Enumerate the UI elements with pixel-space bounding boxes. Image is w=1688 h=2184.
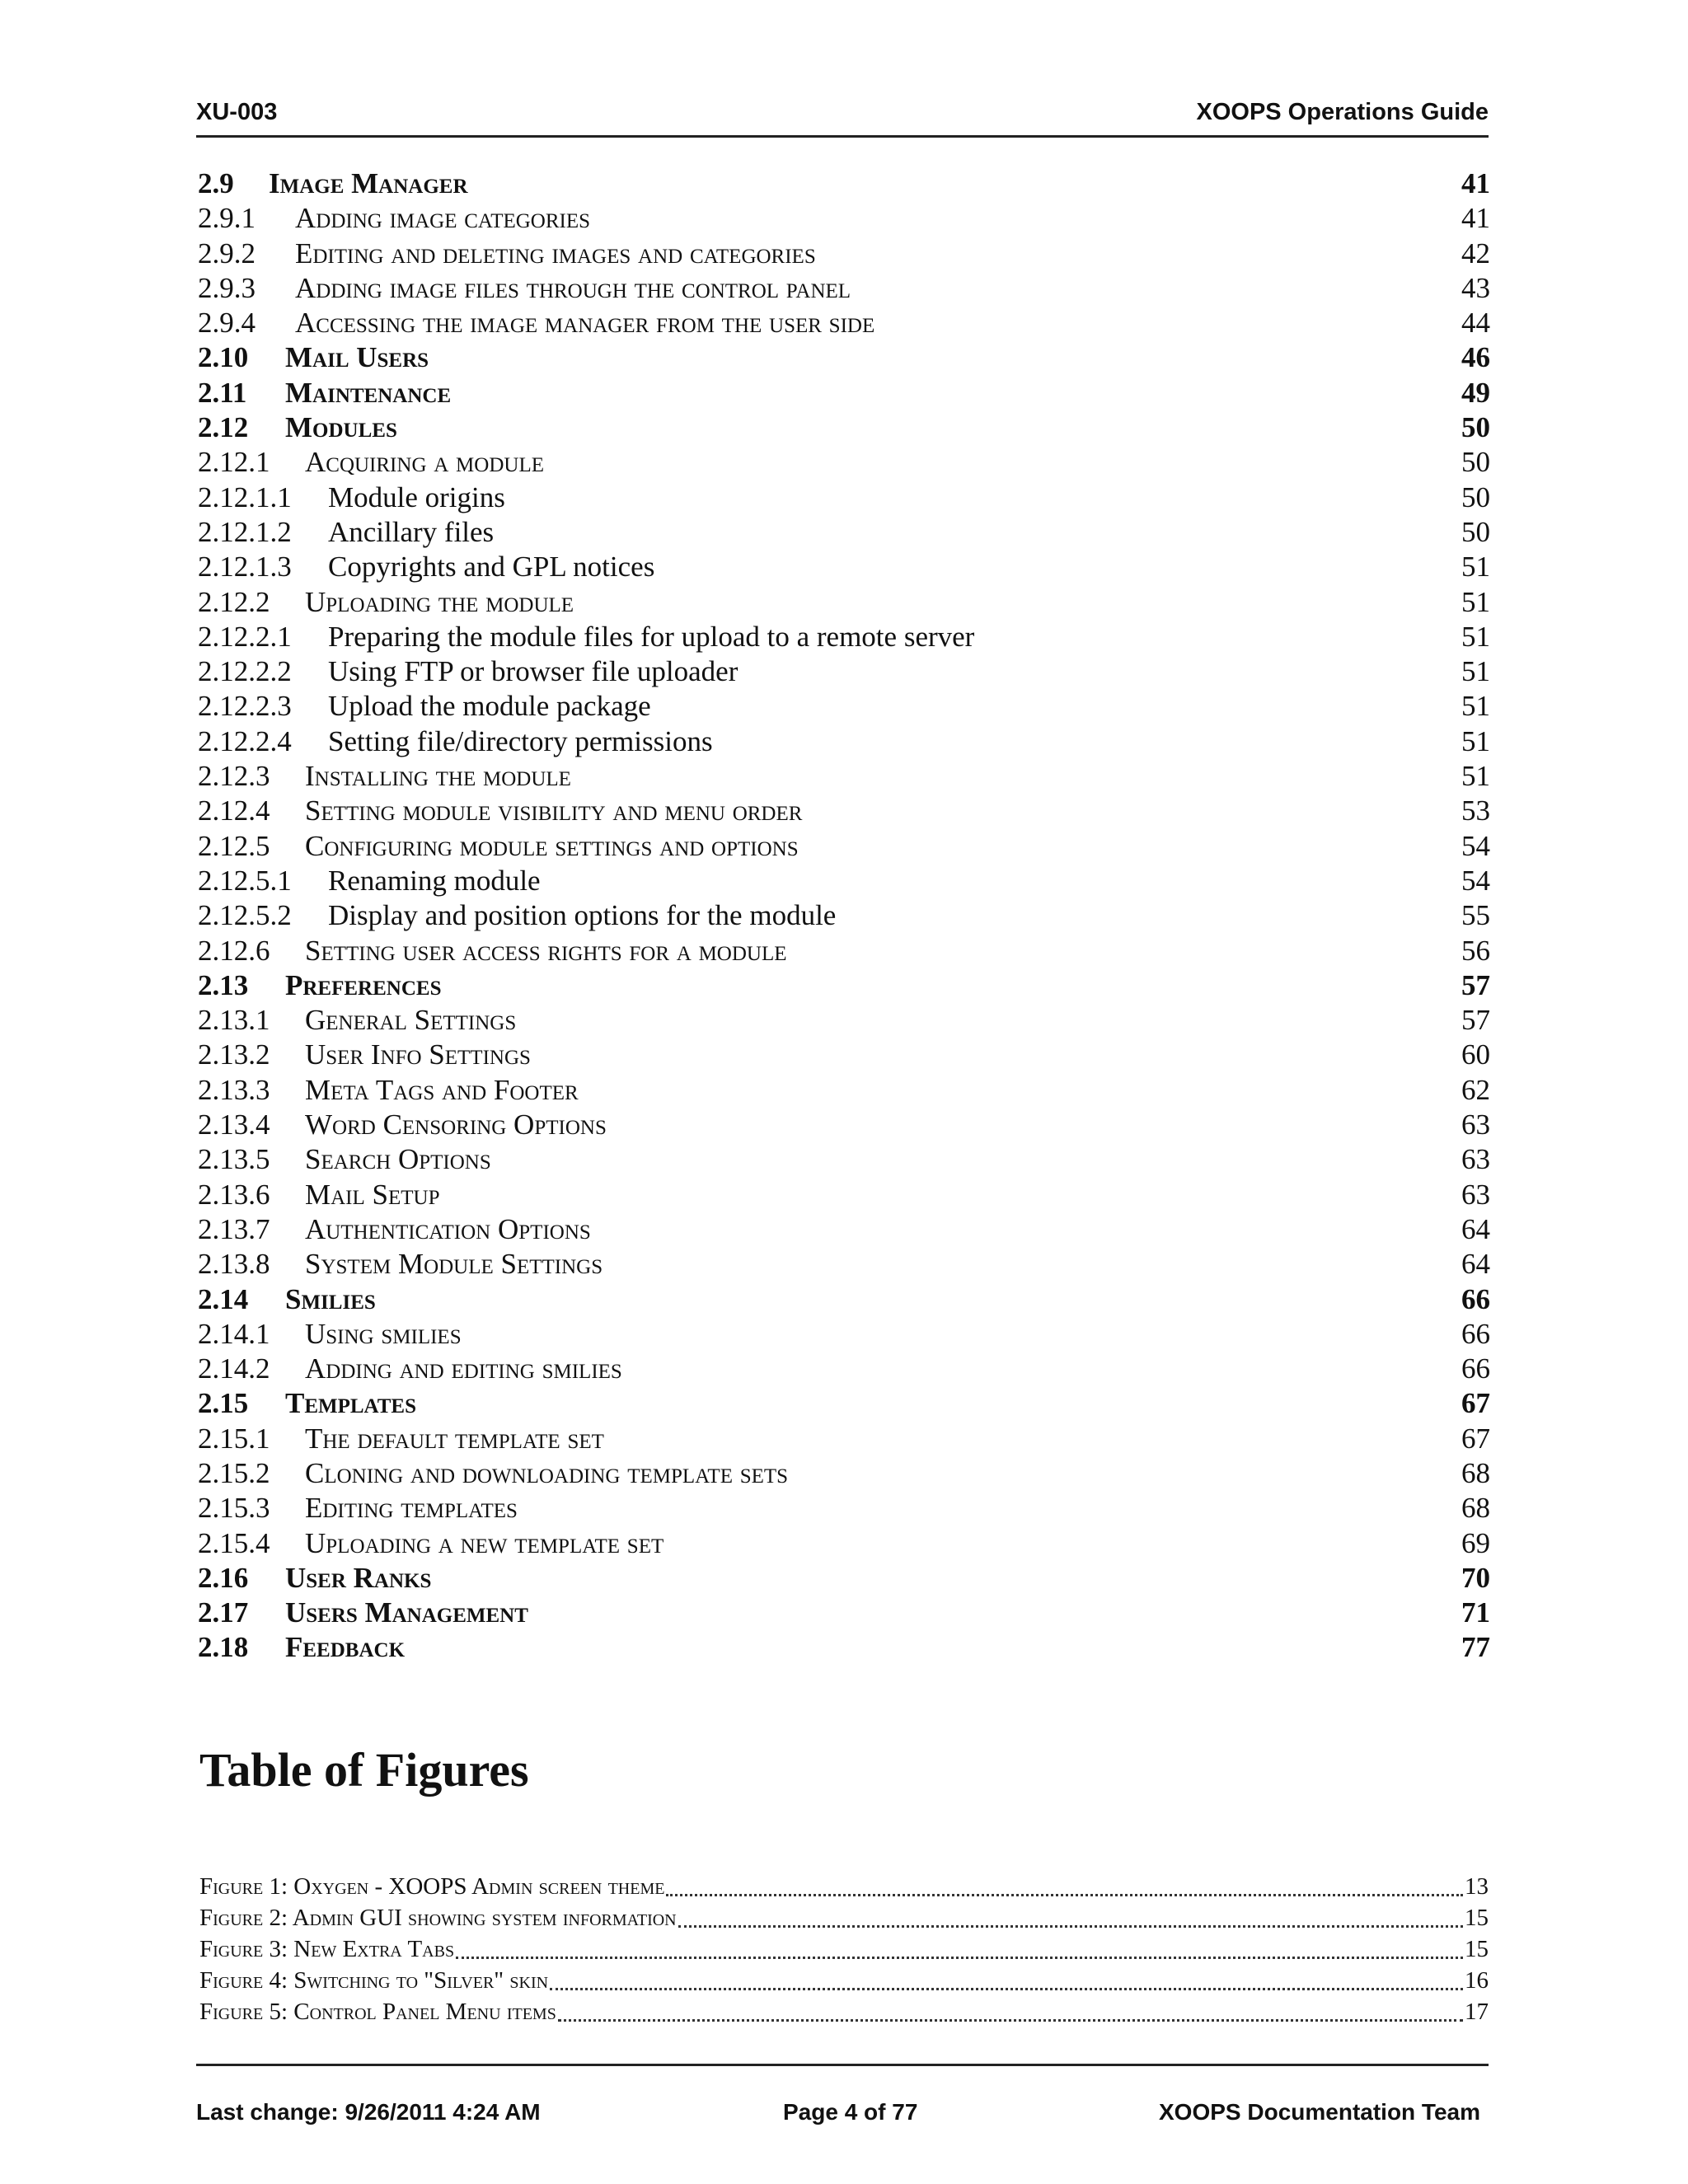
toc-entry-title: Ancillary files (328, 515, 495, 548)
toc-entry-number: 2.13.2 (198, 1038, 270, 1071)
toc-entry-page: 54 (1461, 864, 1490, 897)
toc-entry-page: 41 (1461, 167, 1490, 199)
toc-entry-title: Preparing the module files for upload to a remote server (328, 620, 975, 653)
figure-entry[interactable] (199, 1902, 1489, 1933)
toc-entry-page: 68 (1461, 1492, 1490, 1525)
toc-entry-page: 54 (1461, 829, 1490, 862)
toc-entry-page: 63 (1461, 1108, 1490, 1141)
toc-entry[interactable] (198, 1630, 1490, 1665)
toc-entry-title: Editing and deleting images and categories (295, 237, 816, 269)
toc-entry-number: 2.15.1 (198, 1422, 270, 1455)
toc-entry-title: User Ranks (285, 1561, 432, 1594)
toc-entry-title: Authentication Options (305, 1212, 591, 1245)
toc-entry[interactable] (198, 968, 1490, 1003)
toc-entry[interactable] (198, 201, 1490, 236)
toc-entry[interactable] (198, 1108, 1490, 1142)
toc-entry[interactable] (198, 620, 1490, 654)
toc-entry-title: Feedback (285, 1631, 406, 1664)
table-of-contents (198, 166, 1490, 1666)
page-footer (196, 2064, 1489, 2125)
toc-entry-number: 2.12.3 (198, 760, 270, 793)
toc-entry-page: 66 (1461, 1317, 1490, 1350)
figure-entry-title: Figure 5: Control Panel Menu items (199, 1999, 556, 2025)
toc-entry-title: Templates (285, 1387, 417, 1420)
toc-entry[interactable] (198, 1561, 1490, 1596)
table-of-figures (199, 1871, 1489, 2027)
toc-entry-number: 2.9.1 (198, 202, 256, 235)
toc-entry-title: Cloning and downloading template sets (305, 1456, 789, 1489)
figure-entry-title: Figure 2: Admin GUI showing system information (199, 1905, 677, 1931)
toc-entry-title: Preferences (285, 968, 442, 1001)
toc-entry-number: 2.11 (198, 376, 247, 409)
toc-entry-page: 64 (1461, 1212, 1490, 1245)
toc-entry-title: Mail Setup (305, 1178, 440, 1211)
toc-entry-title: Uploading the module (305, 585, 574, 618)
toc-entry[interactable] (198, 1317, 1490, 1352)
toc-entry-title: Maintenance (285, 376, 452, 409)
toc-entry[interactable] (198, 1282, 1490, 1317)
dot-leader (456, 1933, 1463, 1959)
toc-entry-number: 2.13 (198, 968, 249, 1001)
toc-entry-number: 2.12.4 (198, 794, 270, 827)
toc-entry-page: 63 (1461, 1178, 1490, 1211)
toc-entry-title: Setting user access rights for a module (305, 934, 787, 967)
toc-entry-page: 69 (1461, 1526, 1490, 1559)
last-change: Last change: 9/26/2011 4:24 AM (196, 2099, 541, 2125)
toc-entry[interactable] (198, 1003, 1490, 1038)
figure-entry-title: Figure 1: Oxygen - XOOPS Admin screen theme (199, 1873, 665, 1900)
page-number: Page 4 of 77 (783, 2099, 918, 2125)
toc-entry-page: 44 (1461, 307, 1490, 340)
toc-entry-page: 50 (1461, 480, 1490, 513)
toc-entry[interactable] (198, 1038, 1490, 1072)
toc-entry-title: Users Management (285, 1596, 528, 1629)
toc-entry-page: 70 (1461, 1561, 1490, 1594)
toc-entry-page: 51 (1461, 551, 1490, 583)
toc-entry-number: 2.18 (198, 1631, 249, 1664)
toc-entry-number: 2.12.2 (198, 585, 270, 618)
toc-entry-number: 2.12.1 (198, 446, 270, 479)
toc-entry-page: 53 (1461, 794, 1490, 827)
toc-entry-page: 50 (1461, 515, 1490, 548)
toc-entry-page: 51 (1461, 690, 1490, 723)
toc-entry-page: 50 (1461, 411, 1490, 444)
toc-entry[interactable] (198, 550, 1490, 584)
figure-entry-page: 13 (1465, 1873, 1489, 1900)
toc-entry-number: 2.15 (198, 1387, 249, 1420)
toc-entry-number: 2.13.8 (198, 1248, 270, 1281)
dot-leader (666, 1871, 1463, 1896)
toc-entry-page: 51 (1461, 760, 1490, 793)
toc-entry-page: 42 (1461, 237, 1490, 269)
toc-entry[interactable] (198, 1491, 1490, 1526)
toc-entry-number: 2.17 (198, 1596, 249, 1629)
toc-entry-number: 2.12.6 (198, 934, 270, 967)
toc-entry-number: 2.9.2 (198, 237, 256, 269)
toc-entry-title: Renaming module (328, 864, 541, 897)
toc-entry-title: User Info Settings (305, 1038, 531, 1071)
toc-entry-page: 68 (1461, 1456, 1490, 1489)
toc-entry-title: Setting module visibility and menu order (305, 794, 803, 827)
toc-entry[interactable] (198, 1247, 1490, 1282)
toc-entry[interactable] (198, 1526, 1490, 1561)
toc-entry[interactable] (198, 1073, 1490, 1108)
figure-entry[interactable] (199, 1965, 1489, 1996)
toc-entry-number: 2.9 (198, 167, 234, 199)
figure-entry-page: 16 (1465, 1967, 1489, 1994)
toc-entry-page: 63 (1461, 1143, 1490, 1176)
toc-entry-page: 60 (1461, 1038, 1490, 1071)
toc-entry-number: 2.15.2 (198, 1456, 270, 1489)
toc-entry[interactable] (198, 410, 1490, 445)
toc-entry-title: Adding image categories (295, 202, 591, 235)
toc-entry-title: Using FTP or browser file uploader (328, 655, 738, 688)
toc-entry[interactable] (198, 445, 1490, 480)
page-header (196, 92, 1489, 138)
toc-entry-number: 2.9.4 (198, 307, 256, 340)
toc-entry-title: Setting file/directory permissions (328, 724, 713, 757)
toc-entry-title: Copyrights and GPL notices (328, 551, 655, 583)
toc-entry[interactable] (198, 1596, 1490, 1630)
toc-entry[interactable] (198, 1422, 1490, 1456)
toc-entry-number: 2.12.5 (198, 829, 270, 862)
toc-entry-title: Search Options (305, 1143, 491, 1176)
toc-entry-number: 2.10 (198, 341, 249, 374)
toc-entry-page: 50 (1461, 446, 1490, 479)
toc-entry[interactable] (198, 864, 1490, 898)
toc-entry-page: 57 (1461, 1004, 1490, 1037)
figure-entry-page: 17 (1465, 1999, 1489, 2025)
figure-entry[interactable] (199, 1996, 1489, 2027)
toc-entry-number: 2.12.1.3 (198, 551, 292, 583)
toc-entry-number: 2.13.1 (198, 1004, 270, 1037)
toc-entry[interactable] (198, 934, 1490, 968)
toc-entry-number: 2.12.1.2 (198, 515, 292, 548)
figure-entry-title: Figure 3: New Extra Tabs (199, 1936, 455, 1962)
toc-entry[interactable] (198, 654, 1490, 689)
toc-entry-page: 66 (1461, 1282, 1490, 1315)
toc-entry[interactable] (198, 306, 1490, 340)
toc-entry-title: Acquiring a module (305, 446, 544, 479)
toc-entry-page: 71 (1461, 1596, 1490, 1629)
toc-entry-title: Mail Users (285, 341, 429, 374)
toc-entry-number: 2.14.2 (198, 1352, 270, 1385)
toc-entry-title: Meta Tags and Footer (305, 1073, 579, 1106)
toc-entry-page: 64 (1461, 1248, 1490, 1281)
toc-entry[interactable] (198, 271, 1490, 306)
toc-entry-title: Uploading a new template set (305, 1526, 664, 1559)
toc-entry[interactable] (198, 340, 1490, 375)
toc-entry-title: Installing the module (305, 760, 571, 793)
toc-entry-page: 43 (1461, 271, 1490, 304)
toc-entry-title: Image Manager (269, 167, 468, 199)
toc-entry-number: 2.12.2.3 (198, 690, 292, 723)
toc-entry-title: Word Censoring Options (305, 1108, 607, 1141)
toc-entry-number: 2.15.3 (198, 1492, 270, 1525)
toc-entry-page: 62 (1461, 1073, 1490, 1106)
toc-entry-number: 2.16 (198, 1561, 249, 1594)
toc-entry-title: Configuring module settings and options (305, 829, 799, 862)
toc-entry-title: Module origins (328, 480, 505, 513)
doc-team: XOOPS Documentation Team (1159, 2099, 1480, 2125)
toc-entry[interactable] (198, 794, 1490, 828)
toc-entry-number: 2.13.7 (198, 1212, 270, 1245)
toc-entry[interactable] (198, 515, 1490, 550)
toc-entry[interactable] (198, 1178, 1490, 1212)
figure-entry-page: 15 (1465, 1905, 1489, 1931)
toc-entry-page: 56 (1461, 934, 1490, 967)
toc-entry-number: 2.12.1.1 (198, 480, 292, 513)
toc-entry-number: 2.12.5.1 (198, 864, 292, 897)
doc-title: XOOPS Operations Guide (1196, 99, 1489, 125)
toc-entry-title: Smilies (285, 1282, 376, 1315)
toc-entry-number: 2.12.5.2 (198, 899, 292, 932)
toc-entry-title: The default template set (305, 1422, 604, 1455)
toc-entry[interactable] (198, 1212, 1490, 1247)
doc-id: XU-003 (196, 99, 278, 125)
toc-entry-title: System Module Settings (305, 1248, 603, 1281)
table-of-figures-heading: Table of Figures (199, 1743, 529, 1797)
toc-entry-title: Editing templates (305, 1492, 518, 1525)
toc-entry-number: 2.13.6 (198, 1178, 270, 1211)
figure-entry-title: Figure 4: Switching to "Silver" skin (199, 1967, 549, 1994)
toc-entry-page: 66 (1461, 1352, 1490, 1385)
toc-entry[interactable] (198, 724, 1490, 759)
toc-entry-number: 2.12 (198, 411, 249, 444)
toc-entry-page: 67 (1461, 1387, 1490, 1420)
toc-entry[interactable] (198, 759, 1490, 794)
toc-entry-page: 51 (1461, 655, 1490, 688)
toc-entry-number: 2.14.1 (198, 1317, 270, 1350)
toc-entry-page: 51 (1461, 724, 1490, 757)
toc-entry-title: Using smilies (305, 1317, 462, 1350)
toc-entry-title: General Settings (305, 1004, 517, 1037)
toc-entry-number: 2.13.3 (198, 1073, 270, 1106)
toc-entry-number: 2.13.4 (198, 1108, 270, 1141)
toc-entry[interactable] (198, 237, 1490, 271)
toc-entry-page: 46 (1461, 341, 1490, 374)
dot-leader (550, 1965, 1463, 1990)
toc-entry-title: Accessing the image manager from the user side (295, 307, 875, 340)
toc-entry[interactable] (198, 689, 1490, 724)
toc-entry[interactable] (198, 1386, 1490, 1421)
toc-entry-title: Adding and editing smilies (305, 1352, 622, 1385)
toc-entry[interactable] (198, 480, 1490, 515)
toc-entry[interactable] (198, 1456, 1490, 1491)
figure-entry-page: 15 (1465, 1936, 1489, 1962)
toc-entry-number: 2.14 (198, 1282, 249, 1315)
toc-entry-title: Display and position options for the module (328, 899, 837, 932)
toc-entry-number: 2.13.5 (198, 1143, 270, 1176)
toc-entry-number: 2.12.2.2 (198, 655, 292, 688)
toc-entry-page: 55 (1461, 899, 1490, 932)
toc-entry[interactable] (198, 829, 1490, 864)
toc-entry-title: Modules (285, 411, 397, 444)
toc-entry[interactable] (198, 1352, 1490, 1386)
toc-entry-number: 2.12.2.4 (198, 724, 292, 757)
toc-entry-page: 41 (1461, 202, 1490, 235)
figure-entry[interactable] (199, 1871, 1489, 1902)
toc-entry-number: 2.15.4 (198, 1526, 270, 1559)
toc-entry-page: 67 (1461, 1422, 1490, 1455)
toc-entry[interactable] (198, 898, 1490, 933)
toc-entry-page: 57 (1461, 968, 1490, 1001)
dot-leader (678, 1902, 1463, 1928)
toc-entry-title: Upload the module package (328, 690, 651, 723)
toc-entry-number: 2.12.2.1 (198, 620, 292, 653)
toc-entry-title: Adding image files through the control panel (295, 271, 851, 304)
figure-entry[interactable] (199, 1933, 1489, 1965)
toc-entry-number: 2.9.3 (198, 271, 256, 304)
toc-entry[interactable] (198, 1142, 1490, 1177)
toc-entry-page: 51 (1461, 620, 1490, 653)
toc-entry-page: 77 (1461, 1631, 1490, 1664)
toc-entry[interactable] (198, 166, 1490, 201)
toc-entry-page: 51 (1461, 585, 1490, 618)
dot-leader (558, 1996, 1463, 2022)
toc-entry-page: 49 (1461, 376, 1490, 409)
toc-entry[interactable] (198, 585, 1490, 620)
toc-entry[interactable] (198, 376, 1490, 410)
